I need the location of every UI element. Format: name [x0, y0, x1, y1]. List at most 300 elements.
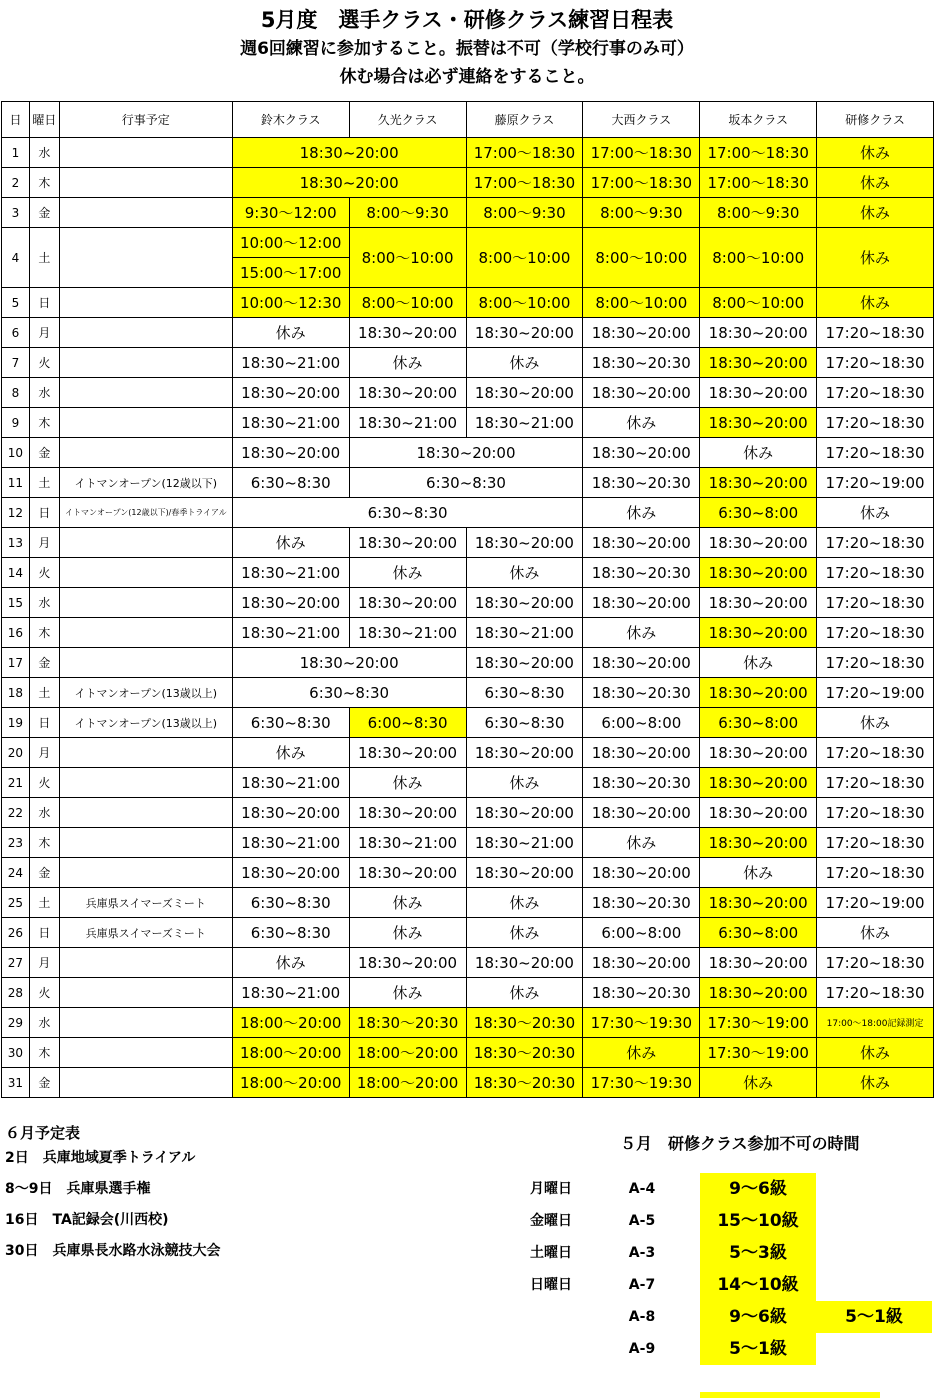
ng-grade: 15～10級	[700, 1205, 816, 1237]
schedule-cell: 休み	[817, 138, 934, 168]
weekday-cell: 金	[29, 648, 59, 678]
table-row	[2, 798, 934, 828]
schedule-cell: 6:30~8:30	[232, 708, 349, 738]
schedule-cell: 休み	[232, 738, 349, 768]
schedule-cell: 18:30~20:00	[583, 948, 700, 978]
schedule-cell: 18:30~20:00	[349, 738, 466, 768]
schedule-cell: 8:00～9:30	[700, 198, 817, 228]
table-row	[2, 288, 934, 318]
event-cell: イトマンオープン(13歳以上)	[59, 678, 232, 708]
schedule-cell: 18:30~20:00	[583, 528, 700, 558]
kenshu-ng-row	[0, 1269, 934, 1301]
schedule-cell: 18:30~20:00	[700, 348, 817, 378]
ng-grade: 5～3級	[700, 1237, 816, 1269]
event-cell: イトマンオープン(12歳以下)/春季トライアル	[59, 498, 232, 528]
schedule-cell: 17:20~18:30	[817, 588, 934, 618]
schedule-cell: 8:00～10:00	[349, 288, 466, 318]
schedule-cell: 17:20~18:30	[817, 978, 934, 1008]
event-cell	[59, 648, 232, 678]
table-row	[2, 468, 934, 498]
schedule-cell: 18:00～20:00	[232, 1008, 349, 1038]
weekday-cell: 金	[29, 198, 59, 228]
event-cell	[59, 228, 232, 288]
event-cell	[59, 768, 232, 798]
kenshu-ng-title: ５月 研修クラス参加不可の時間	[620, 1134, 860, 1153]
schedule-cell: 8:00～10:00	[466, 228, 583, 288]
weekday-cell: 木	[29, 408, 59, 438]
schedule-cell: 17:20~18:30	[817, 858, 934, 888]
weekday-cell: 水	[29, 378, 59, 408]
weekday-cell: 金	[29, 438, 59, 468]
event-cell: イトマンオープン(13歳以上)	[59, 708, 232, 738]
schedule-cell: 8:00～10:00	[583, 288, 700, 318]
schedule-cell: 18:30~20:00	[700, 378, 817, 408]
schedule-cell: 18:30~21:00	[349, 618, 466, 648]
schedule-cell: 17:00～18:30	[466, 168, 583, 198]
schedule-cell: 18:00～20:00	[349, 1038, 466, 1068]
schedule-cell: 8:00～10:00	[583, 228, 700, 288]
schedule-cell: 8:00～9:30	[583, 198, 700, 228]
schedule-cell: 6:30~8:30	[232, 918, 349, 948]
ng-code: A-3	[628, 1245, 656, 1261]
june-event: 8～9日 兵庫県選手権	[5, 1181, 151, 1197]
schedule-cell: 18:30~21:00	[232, 558, 349, 588]
schedule-cell: 17:20~18:30	[817, 528, 934, 558]
schedule-cell: 休み	[583, 1038, 700, 1068]
schedule-cell: 18:30~20:00	[232, 858, 349, 888]
schedule-cell: 休み	[700, 1068, 817, 1098]
schedule-cell: 18:30~20:00	[583, 588, 700, 618]
day-cell: 31	[2, 1068, 30, 1098]
schedule-cell: 18:30~20:00	[349, 438, 583, 468]
schedule-cell: 休み	[700, 648, 817, 678]
schedule-cell: 17:30～19:00	[700, 1038, 817, 1068]
schedule-cell: 18:30~20:00	[232, 378, 349, 408]
column-header: 日	[2, 102, 30, 138]
schedule-cell: 18:30~20:00	[466, 858, 583, 888]
event-cell	[59, 558, 232, 588]
day-cell: 11	[2, 468, 30, 498]
schedule-cell: 18:30~20:30	[583, 348, 700, 378]
june-title: ６月予定表	[5, 1124, 81, 1142]
day-cell: 10	[2, 438, 30, 468]
schedule-cell: 18:30~20:00	[466, 648, 583, 678]
ng-grade-extra: 5～1級	[816, 1301, 932, 1333]
event-cell	[59, 858, 232, 888]
schedule-cell: 17:30～19:30	[583, 1068, 700, 1098]
schedule-cell: 17:20~19:00	[817, 888, 934, 918]
day-cell: 18	[2, 678, 30, 708]
schedule-cell: 18:30~20:00	[700, 558, 817, 588]
schedule-cell: 18:30~20:00	[583, 798, 700, 828]
highlight-strip	[700, 1392, 880, 1398]
table-row	[2, 828, 934, 858]
event-cell	[59, 528, 232, 558]
schedule-cell: 17:00～18:00記録測定	[817, 1008, 934, 1038]
ng-code: A-9	[628, 1341, 656, 1357]
event-cell	[59, 828, 232, 858]
day-cell: 2	[2, 168, 30, 198]
weekday-cell: 土	[29, 678, 59, 708]
schedule-cell: 6:30~8:30	[232, 468, 349, 498]
schedule-cell: 18:30~20:00	[700, 888, 817, 918]
ng-code: A-8	[628, 1309, 656, 1325]
table-row	[2, 738, 934, 768]
kenshu-ng-row	[0, 1301, 934, 1333]
day-cell: 30	[2, 1038, 30, 1068]
event-cell: 兵庫県スイマーズミート	[59, 918, 232, 948]
schedule-cell: 6:00~8:00	[583, 708, 700, 738]
schedule-cell: 18:30~21:00	[232, 978, 349, 1008]
day-cell: 17	[2, 648, 30, 678]
day-cell: 28	[2, 978, 30, 1008]
schedule-cell: 18:30~20:30	[583, 768, 700, 798]
schedule-cell: 休み	[466, 978, 583, 1008]
weekday-cell: 木	[29, 1038, 59, 1068]
june-event: 16日 TA記録会(川西校)	[5, 1212, 169, 1228]
table-row	[2, 438, 934, 468]
table-row	[2, 168, 934, 198]
day-cell: 22	[2, 798, 30, 828]
schedule-cell: 休み	[232, 318, 349, 348]
schedule-cell: 休み	[817, 168, 934, 198]
schedule-cell: 18:30~21:00	[232, 408, 349, 438]
schedule-cell: 17:20~18:30	[817, 828, 934, 858]
schedule-cell: 18:30~20:00	[466, 318, 583, 348]
schedule-cell: 17:20~18:30	[817, 438, 934, 468]
ng-grade: 9～6級	[700, 1173, 816, 1205]
event-cell	[59, 198, 232, 228]
schedule-cell: 18:30~20:00	[700, 408, 817, 438]
table-row	[2, 948, 934, 978]
schedule-cell: 18:30~20:30	[583, 888, 700, 918]
table-row	[2, 918, 934, 948]
schedule-cell: 18:30~21:00	[232, 828, 349, 858]
schedule-cell: 8:00～10:00	[700, 288, 817, 318]
schedule-cell: 8:00～10:00	[466, 288, 583, 318]
event-cell: イトマンオープン(12歳以下)	[59, 468, 232, 498]
schedule-cell: 18:30~20:00	[232, 438, 349, 468]
schedule-cell: 6:30~8:30	[466, 708, 583, 738]
day-cell: 20	[2, 738, 30, 768]
schedule-cell: 18:30~20:00	[466, 798, 583, 828]
event-cell: 兵庫県スイマーズミート	[59, 888, 232, 918]
table-row	[2, 318, 934, 348]
schedule-cell: 18:30~20:00	[583, 318, 700, 348]
schedule-cell: 18:30~20:00	[700, 618, 817, 648]
kenshu-ng-row	[0, 1237, 934, 1269]
weekday-cell: 火	[29, 348, 59, 378]
schedule-cell: 18:30~20:00	[232, 168, 466, 198]
day-cell: 13	[2, 528, 30, 558]
schedule-cell: 18:30~20:00	[583, 648, 700, 678]
weekday-cell: 月	[29, 318, 59, 348]
schedule-cell: 17:20~18:30	[817, 618, 934, 648]
schedule-cell: 18:30~20:00	[232, 138, 466, 168]
schedule-cell: 休み	[349, 978, 466, 1008]
schedule-cell: 18:30~21:00	[232, 348, 349, 378]
schedule-cell: 18:30~20:30	[583, 558, 700, 588]
schedule-cell: 17:00～18:30	[700, 168, 817, 198]
schedule-cell: 18:30~20:00	[583, 738, 700, 768]
rule-line-1: 週6回練習に参加すること。振替は不可（学校行事のみ可）	[240, 39, 694, 59]
ng-code: A-4	[628, 1181, 656, 1197]
weekday-cell: 日	[29, 288, 59, 318]
day-cell: 15	[2, 588, 30, 618]
table-row	[2, 228, 934, 258]
day-cell: 7	[2, 348, 30, 378]
schedule-cell: 休み	[583, 828, 700, 858]
schedule-cell: 17:30～19:00	[700, 1008, 817, 1038]
table-row	[2, 558, 934, 588]
table-row	[2, 498, 934, 528]
schedule-cell: 18:30~20:00	[349, 318, 466, 348]
day-cell: 4	[2, 228, 30, 288]
ng-day: 月曜日	[530, 1181, 572, 1197]
day-cell: 3	[2, 198, 30, 228]
schedule-cell: 17:20~18:30	[817, 648, 934, 678]
weekday-cell: 火	[29, 558, 59, 588]
schedule-cell: 休み	[700, 858, 817, 888]
schedule-cell: 休み	[583, 408, 700, 438]
day-cell: 5	[2, 288, 30, 318]
rule-line-2: 休む場合は必ず連絡をすること。	[339, 67, 595, 87]
table-row	[2, 588, 934, 618]
schedule-cell: 9:30～12:00	[232, 198, 349, 228]
schedule-cell: 10:00～12:00	[232, 228, 349, 258]
schedule-cell: 休み	[349, 348, 466, 378]
day-cell: 12	[2, 498, 30, 528]
weekday-cell: 金	[29, 858, 59, 888]
weekday-cell: 水	[29, 138, 59, 168]
table-row	[2, 528, 934, 558]
day-cell: 14	[2, 558, 30, 588]
table-row	[2, 768, 934, 798]
schedule-cell: 休み	[817, 708, 934, 738]
weekday-cell: 木	[29, 828, 59, 858]
schedule-cell: 18:30~20:00	[466, 378, 583, 408]
ng-code: A-7	[628, 1277, 656, 1293]
schedule-cell: 休み	[349, 888, 466, 918]
day-cell: 8	[2, 378, 30, 408]
table-row	[2, 978, 934, 1008]
schedule-cell: 8:00～10:00	[349, 228, 466, 288]
event-cell	[59, 618, 232, 648]
schedule-cell: 18:30~20:00	[349, 798, 466, 828]
schedule-cell: 10:00～12:30	[232, 288, 349, 318]
schedule-cell: 17:20~18:30	[817, 798, 934, 828]
day-cell: 21	[2, 768, 30, 798]
weekday-cell: 水	[29, 798, 59, 828]
table-row	[2, 1068, 934, 1098]
ng-day: 日曜日	[530, 1277, 572, 1293]
table-row	[2, 408, 934, 438]
schedule-cell: 18:30~20:30	[583, 978, 700, 1008]
schedule-table	[1, 101, 934, 1098]
schedule-cell: 18:30~21:00	[349, 828, 466, 858]
page-header	[0, 0, 934, 91]
table-row	[2, 678, 934, 708]
event-cell	[59, 408, 232, 438]
column-header: 久光クラス	[349, 102, 466, 138]
column-header: 曜日	[29, 102, 59, 138]
schedule-cell: 18:30~20:00	[583, 858, 700, 888]
weekday-cell: 木	[29, 618, 59, 648]
schedule-cell: 6:30~8:00	[700, 918, 817, 948]
schedule-cell: 18:30~20:00	[232, 648, 466, 678]
schedule-cell: 休み	[583, 618, 700, 648]
schedule-cell: 18:30~20:00	[466, 588, 583, 618]
ng-day: 土曜日	[530, 1245, 572, 1261]
schedule-cell: 休み	[700, 438, 817, 468]
schedule-cell: 18:30~20:00	[466, 948, 583, 978]
schedule-cell: 18:30~21:00	[232, 618, 349, 648]
schedule-cell: 18:30~20:00	[349, 588, 466, 618]
schedule-cell: 8:00～9:30	[349, 198, 466, 228]
weekday-cell: 月	[29, 528, 59, 558]
schedule-cell: 休み	[466, 768, 583, 798]
schedule-cell: 18:30~20:00	[700, 738, 817, 768]
schedule-cell: 17:20~18:30	[817, 318, 934, 348]
table-row	[2, 858, 934, 888]
event-cell	[59, 438, 232, 468]
schedule-cell: 18:30~20:00	[700, 318, 817, 348]
schedule-cell: 8:00～10:00	[700, 228, 817, 288]
page-title: 5月度 選手クラス・研修クラス練習日程表	[260, 8, 674, 32]
schedule-cell: 休み	[232, 528, 349, 558]
schedule-cell: 17:20~18:30	[817, 768, 934, 798]
column-header: 大西クラス	[583, 102, 700, 138]
day-cell: 25	[2, 888, 30, 918]
schedule-cell: 17:20~18:30	[817, 408, 934, 438]
schedule-cell: 休み	[232, 948, 349, 978]
schedule-cell: 18:00～20:00	[232, 1038, 349, 1068]
weekday-cell: 水	[29, 588, 59, 618]
schedule-cell: 18:30~20:00	[466, 738, 583, 768]
schedule-cell: 18:30～20:30	[349, 1008, 466, 1038]
schedule-cell: 18:30~21:00	[466, 408, 583, 438]
schedule-cell: 18:30~20:00	[700, 798, 817, 828]
schedule-cell: 18:30~20:00	[700, 468, 817, 498]
schedule-cell: 18:30~20:00	[232, 588, 349, 618]
schedule-cell: 17:20~19:00	[817, 678, 934, 708]
schedule-cell: 18:30～20:30	[466, 1008, 583, 1038]
weekday-cell: 日	[29, 708, 59, 738]
schedule-cell: 休み	[817, 1038, 934, 1068]
schedule-cell: 休み	[466, 558, 583, 588]
weekday-cell: 土	[29, 228, 59, 288]
schedule-cell: 休み	[817, 228, 934, 288]
schedule-cell: 6:30~8:00	[700, 498, 817, 528]
schedule-cell: 18:30~20:00	[700, 768, 817, 798]
schedule-cell: 18:30~20:00	[349, 528, 466, 558]
schedule-cell: 18:30~20:30	[583, 468, 700, 498]
schedule-cell: 17:30～19:30	[583, 1008, 700, 1038]
schedule-cell: 休み	[817, 498, 934, 528]
ng-day: 金曜日	[530, 1213, 572, 1229]
event-cell	[59, 1068, 232, 1098]
table-row	[2, 348, 934, 378]
day-cell: 29	[2, 1008, 30, 1038]
event-cell	[59, 138, 232, 168]
schedule-cell: 18:00～20:00	[349, 1068, 466, 1098]
kenshu-ng-row	[0, 1333, 934, 1365]
schedule-cell: 17:00～18:30	[466, 138, 583, 168]
schedule-cell: 6:30~8:30	[466, 678, 583, 708]
schedule-cell: 6:30~8:30	[349, 468, 583, 498]
event-cell	[59, 588, 232, 618]
event-cell	[59, 738, 232, 768]
column-header: 研修クラス	[817, 102, 934, 138]
weekday-cell: 火	[29, 978, 59, 1008]
weekday-cell: 水	[29, 1008, 59, 1038]
schedule-cell: 休み	[349, 768, 466, 798]
column-header: 坂本クラス	[700, 102, 817, 138]
schedule-cell: 休み	[349, 918, 466, 948]
table-row	[2, 378, 934, 408]
event-cell	[59, 978, 232, 1008]
schedule-cell: 18:30～20:30	[466, 1038, 583, 1068]
weekday-cell: 金	[29, 1068, 59, 1098]
schedule-cell: 17:00～18:30	[700, 138, 817, 168]
table-row	[2, 138, 934, 168]
schedule-cell: 休み	[466, 918, 583, 948]
schedule-cell: 18:30~21:00	[466, 828, 583, 858]
schedule-cell: 6:30~8:30	[232, 888, 349, 918]
event-cell	[59, 1038, 232, 1068]
schedule-cell: 18:30~20:30	[583, 678, 700, 708]
schedule-cell: 17:20~19:00	[817, 468, 934, 498]
ng-code: A-5	[628, 1213, 656, 1229]
schedule-cell: 18:30～20:30	[466, 1068, 583, 1098]
schedule-cell: 18:30~20:00	[232, 798, 349, 828]
table-row	[2, 618, 934, 648]
schedule-cell: 18:30~20:00	[700, 528, 817, 558]
schedule-cell: 18:30~20:00	[700, 978, 817, 1008]
schedule-cell: 18:30~20:00	[349, 378, 466, 408]
event-cell	[59, 1008, 232, 1038]
schedule-cell: 17:00～18:30	[583, 138, 700, 168]
schedule-cell: 休み	[583, 498, 700, 528]
table-row	[2, 1008, 934, 1038]
day-cell: 27	[2, 948, 30, 978]
event-cell	[59, 378, 232, 408]
day-cell: 16	[2, 618, 30, 648]
schedule-cell: 休み	[817, 198, 934, 228]
schedule-cell: 17:00～18:30	[583, 168, 700, 198]
weekday-cell: 日	[29, 498, 59, 528]
weekday-cell: 土	[29, 888, 59, 918]
schedule-cell: 18:30~20:00	[700, 948, 817, 978]
schedule-cell: 17:20~18:30	[817, 948, 934, 978]
schedule-cell: 15:00～17:00	[232, 258, 349, 288]
day-cell: 23	[2, 828, 30, 858]
table-row	[2, 1038, 934, 1068]
event-cell	[59, 948, 232, 978]
column-header: 行事予定	[59, 102, 232, 138]
schedule-cell: 休み	[817, 918, 934, 948]
ng-grade: 5～1級	[700, 1333, 816, 1365]
event-cell	[59, 168, 232, 198]
table-row	[2, 888, 934, 918]
event-cell	[59, 348, 232, 378]
schedule-cell: 18:30~20:00	[700, 828, 817, 858]
day-cell: 6	[2, 318, 30, 348]
schedule-cell: 18:30~21:00	[349, 408, 466, 438]
weekday-cell: 木	[29, 168, 59, 198]
table-row	[2, 198, 934, 228]
weekday-cell: 土	[29, 468, 59, 498]
